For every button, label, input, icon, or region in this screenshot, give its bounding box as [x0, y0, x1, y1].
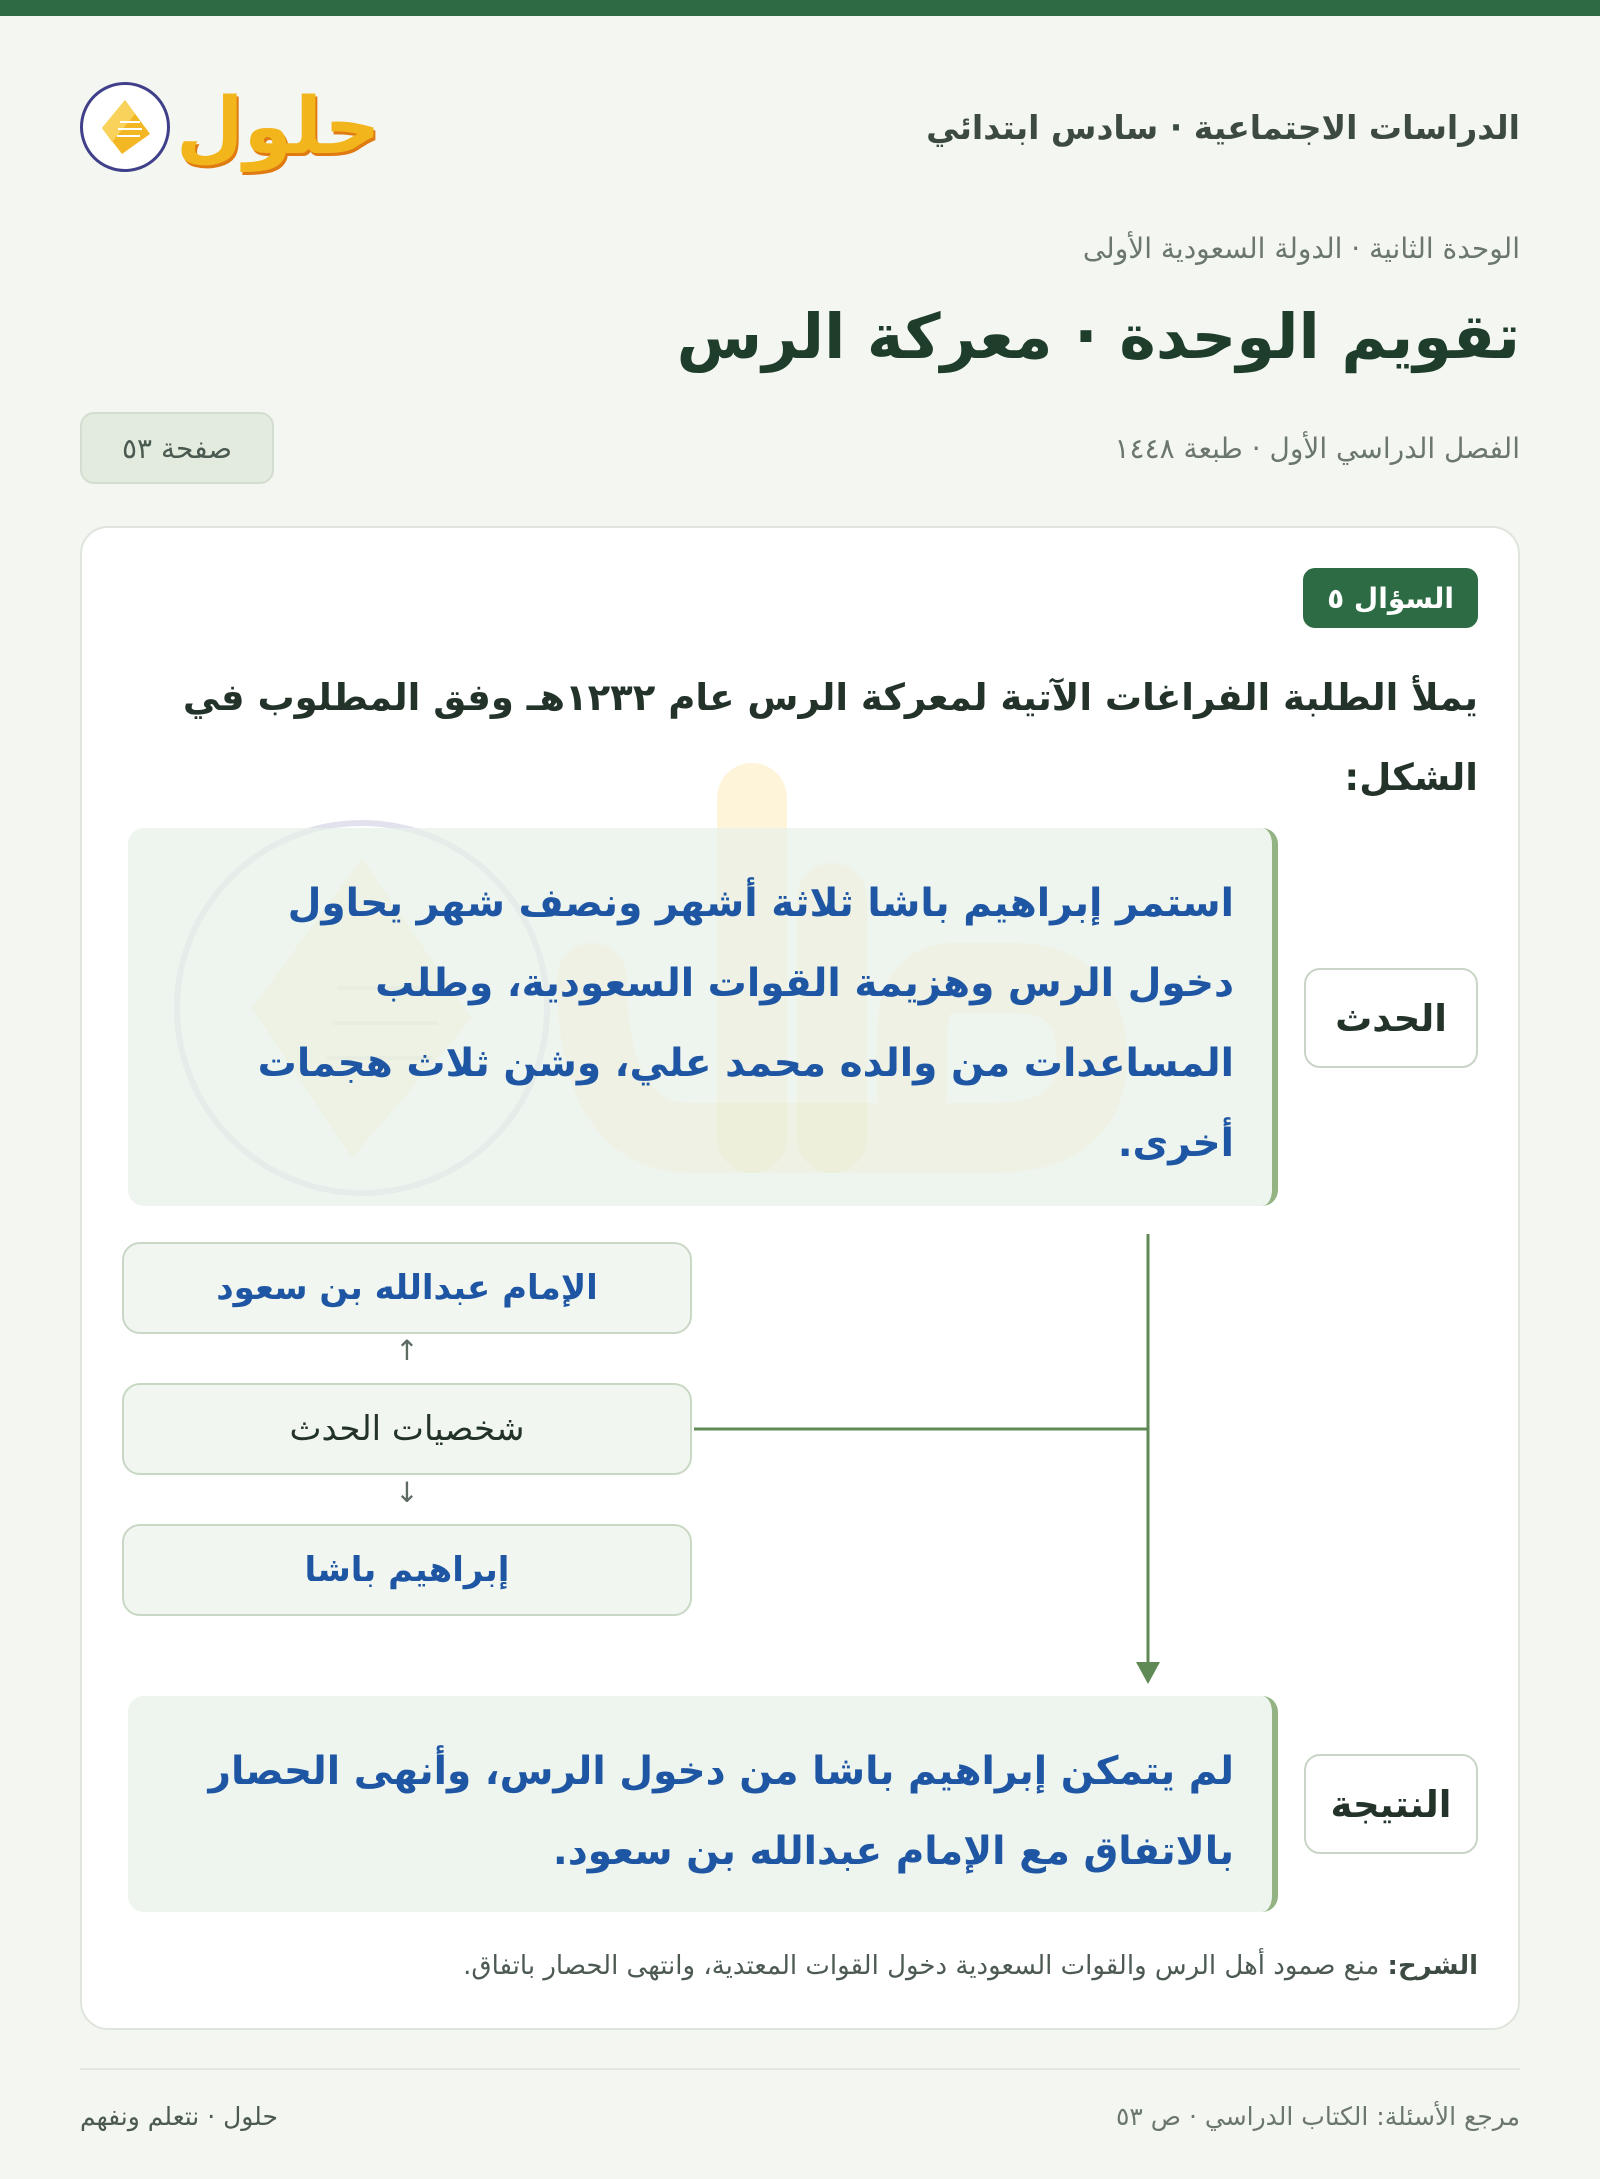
character-box-imam: الإمام عبدالله بن سعود	[122, 1242, 692, 1334]
event-label: الحدث	[1304, 968, 1478, 1068]
top-accent-bar	[0, 0, 1600, 16]
footer-reference: مرجع الأسئلة: الكتاب الدراسي · ص ٥٣	[1115, 2102, 1520, 2131]
footer-divider	[80, 2068, 1520, 2070]
result-answer-box: لم يتمكن إبراهيم باشا من دخول الرس، وأنهى الحصار بالاتفاق مع الإمام عبدالله بن سعود.	[128, 1696, 1278, 1912]
semester-edition: الفصل الدراسي الأول · طبعة ١٤٤٨	[1114, 432, 1520, 465]
breadcrumb: الوحدة الثانية · الدولة السعودية الأولى	[1082, 232, 1520, 265]
arrow-down-icon: ↓	[395, 1476, 419, 1509]
question-card	[80, 526, 1520, 2030]
result-label: النتيجة	[1304, 1754, 1478, 1854]
footer-brand: حلول · نتعلم ونفهم	[80, 2102, 278, 2131]
explanation-text: منع صمود أهل الرس والقوات السعودية دخول القوات المعتدية، وانتهى الحصار باتفاق.	[463, 1951, 1380, 1981]
page-number-chip: صفحة ٥٣	[80, 412, 274, 484]
arrow-up-icon: ↑	[395, 1334, 419, 1367]
brand-logo[interactable]	[80, 82, 381, 172]
character-box-pasha: إبراهيم باشا	[122, 1524, 692, 1616]
question-badge: السؤال ٥	[1303, 568, 1478, 628]
question-text: يملأ الطلبة الفراغات الآتية لمعركة الرس عام ١٢٣٢هـ وفق المطلوب في الشكل:	[182, 676, 1478, 799]
event-answer-box: استمر إبراهيم باشا ثلاثة أشهر ونصف شهر يحاول دخول الرس وهزيمة القوات السعودية، وطلب المساعدات من والده محمد علي، وشن ثلاث هجمات أخرى.	[128, 828, 1278, 1206]
logo-wordmark: حلول	[176, 82, 381, 172]
explanation	[158, 1946, 1478, 1986]
book-seal-icon	[80, 82, 170, 172]
characters-label-box: شخصيات الحدث	[122, 1383, 692, 1475]
subject-title: الدراسات الاجتماعية · سادس ابتدائي	[926, 107, 1520, 147]
flow-arrowhead	[1136, 1662, 1160, 1684]
page-header	[80, 62, 1520, 192]
page-title: تقويم الوحدة · معركة الرس	[676, 300, 1520, 373]
explanation-label: الشرح:	[1387, 1951, 1478, 1981]
